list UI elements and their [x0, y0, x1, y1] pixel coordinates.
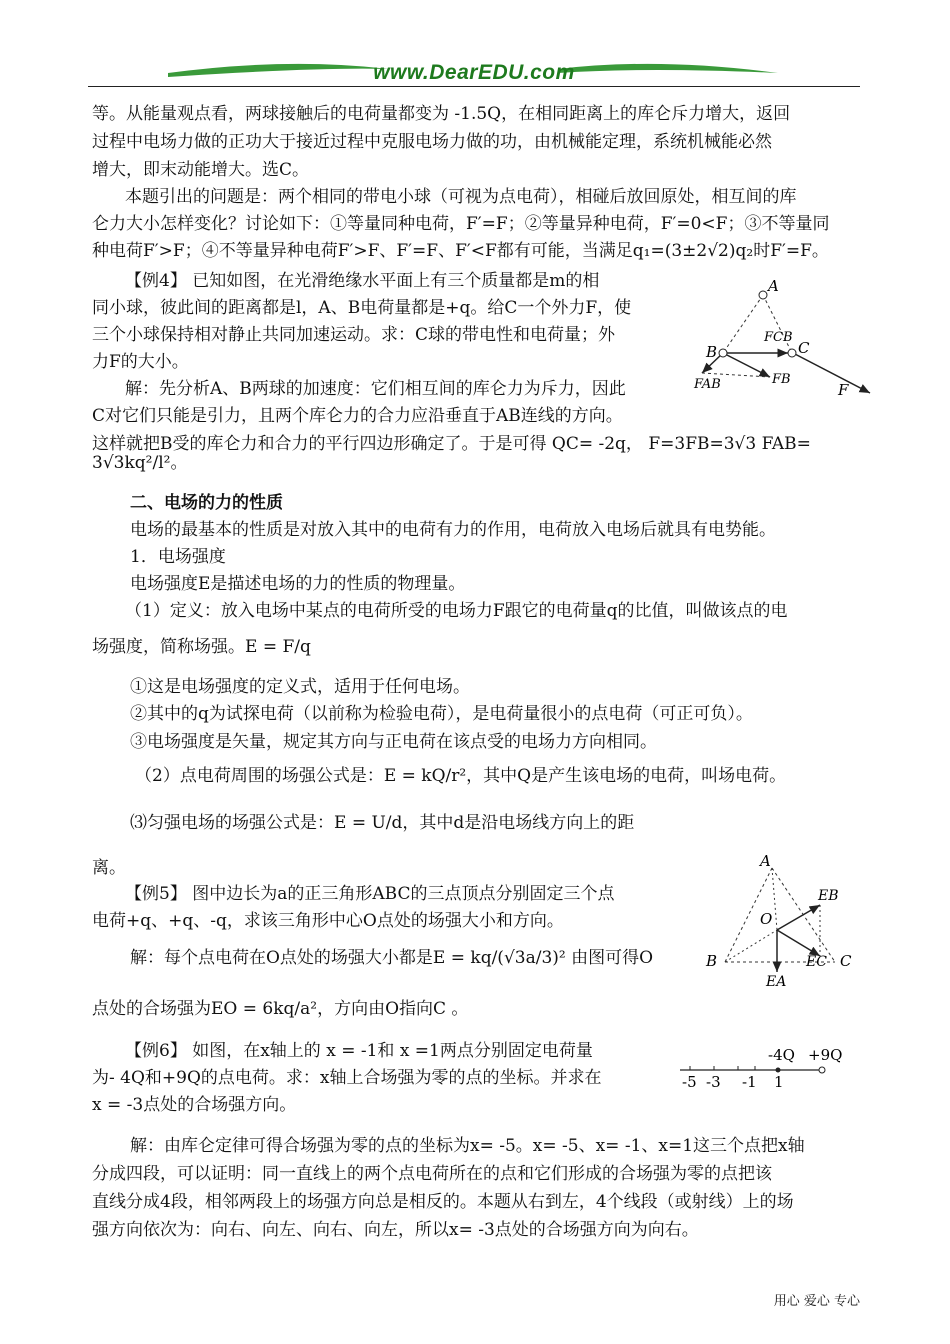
text-line: 为- 4Q和+9Q的点电荷。求：x轴上合场强为零的点的坐标。并求在: [92, 1068, 602, 1088]
label-eb: EB: [818, 888, 839, 904]
label-c: C: [798, 339, 810, 357]
text-line: 电场强度E是描述电场的力的性质的物理量。: [130, 574, 466, 594]
label-fcb: FCB: [764, 330, 793, 345]
charge-pos: [819, 1067, 825, 1073]
text-line: 离。: [92, 858, 126, 878]
tick-label: -1: [742, 1073, 757, 1091]
text-line: 三个小球保持相对静止共同加速运动。求：C球的带电性和电荷量；外: [92, 325, 616, 345]
ball-a: [759, 291, 767, 299]
text-line: 分成四段，可以证明：同一直线上的两个点电荷所在的点和它们形成的合场强为零的点把该: [92, 1164, 772, 1184]
vector-f: [793, 353, 870, 393]
label-c: C: [840, 952, 852, 970]
text-line: 等。从能量观点看，两球接触后的电荷量都变为 -1.5Q，在相同距离上的库仑斥力增大，返回: [92, 104, 791, 124]
text-line: （1）定义：放入电场中某点的电荷所受的电场力F跟它的电荷量q的比值，叫做该点的电: [125, 601, 788, 621]
label-fab: FAB: [694, 377, 721, 392]
vector-fb: [723, 353, 770, 377]
label-ec: EC: [806, 954, 827, 970]
text-line: 【例5】 图中边长为a的正三角形ABC的三点顶点分别固定三个点: [125, 884, 615, 904]
text-line: 【例4】 已知如图，在光滑绝缘水平面上有三个质量都是m的相: [125, 271, 600, 291]
text-line: 电场的最基本的性质是对放入其中的电荷有力的作用，电荷放入电场后就具有电势能。: [130, 520, 776, 540]
text-line: 解：由库仑定律可得合场强为零的点的坐标为x= -5。x= -5、x= -1、x=1这三个点把x轴: [130, 1136, 805, 1156]
label-o: O: [760, 910, 773, 928]
text-line: 1．电场强度: [130, 547, 226, 567]
text-line: 增大，即末动能增大。选C。: [92, 160, 310, 180]
text-line: 力F的大小。: [92, 352, 189, 372]
text-line: 过程中电场力做的正功大于接近过程中克服电场力做的功，由机械能定理，系统机械能必然: [92, 132, 772, 152]
median-b: [725, 930, 777, 962]
figure-example4: [688, 275, 878, 405]
text-line: 【例6】 如图，在x轴上的 x = -1和 x =1两点分别固定电荷量: [125, 1041, 593, 1061]
footer-slogan: 用心 爱心 专心: [773, 1294, 860, 1309]
text-line: （2）点电荷周围的场强公式是：E = kQ/r²，其中Q是产生该电场的电荷，叫场电荷。: [135, 766, 787, 786]
text-line: ⑶匀强电场的场强公式是：E = U/d，其中d是沿电场线方向上的距: [130, 813, 635, 833]
text-line: 场强度，简称场强。E = F/q: [92, 637, 311, 657]
header-rule: [88, 86, 860, 87]
label-f: F: [838, 381, 849, 399]
text-line: x = -3点处的合场强方向。: [92, 1095, 297, 1115]
label-ea: EA: [766, 974, 787, 990]
label-b: B: [706, 343, 718, 361]
text-line: ②其中的q为试探电荷（以前称为检验电荷），是电荷量很小的点电荷（可正可负）。: [130, 704, 753, 724]
tick-label: 1: [774, 1073, 784, 1091]
label-q2: +9Q: [808, 1046, 843, 1064]
text-line: 仑力大小怎样变化？讨论如下：①等量同种电荷，F′=F；②等量异种电荷，F′=0<F；③不等量同: [92, 214, 830, 234]
text-line: 点处的合场强为EO = 6kq/a²，方向由O指向C 。: [92, 999, 469, 1019]
label-fb: FB: [772, 372, 791, 387]
text-line: 这样就把B受的库仑力和合力的平行四边形确定了。于是可得 QC= -2q， F=3FB=3√3 FAB=: [92, 434, 811, 454]
text-line: 解：先分析A、B两球的加速度：它们相互间的库仑力为斥力，因此: [125, 379, 626, 399]
text-line: 电荷+q、+q、-q，求该三角形中心O点处的场强大小和方向。: [92, 911, 564, 931]
label-q1: -4Q: [768, 1046, 795, 1064]
text-line: C对它们只能是引力，且两个库仑力的合力应沿垂直于AB连线的方向。: [92, 406, 623, 426]
label-a: A: [760, 852, 771, 870]
text-line: ③电场强度是矢量，规定其方向与正电荷在该点受的电场力方向相同。: [130, 732, 657, 752]
section-heading: 二、电场的力的性质: [130, 493, 283, 513]
edge-ab: [723, 295, 763, 353]
text-line: 解：每个点电荷在O点处的场强大小都是E = kq/(√3a/3)² 由图可得O: [130, 948, 654, 968]
text-line: 强方向依次为：向右、向左、向右、向左，所以x= -3点处的合场强方向为向右。: [92, 1220, 699, 1240]
site-name: www.DearEDU.com: [373, 61, 575, 84]
vector-eb: [777, 905, 820, 930]
figure-example5: [700, 850, 865, 990]
text-line: 直线分成4段，相邻两段上的场强方向总是相反的。本题从右到左，4个线段（或射线）上的场: [92, 1192, 794, 1212]
median-a: [772, 868, 777, 930]
ball-c: [788, 349, 796, 357]
text-line: ①这是电场强度的定义式，适用于任何电场。: [130, 677, 470, 697]
text-line: 种电荷F′>F；④不等量异种电荷F′>F、F′=F、F′<F都有可能，当满足q₁=(3±2√2)q₂时F′=F。: [92, 241, 829, 261]
header-banner: [88, 55, 860, 89]
charge-neg: [776, 1068, 781, 1073]
text-line: 同小球，彼此间的距离都是l，A、B电荷量都是+q。给C一个外力F，使: [92, 298, 632, 318]
tick-label: -5: [682, 1073, 697, 1091]
formula-line: 3√3kq²/l²。: [92, 453, 188, 473]
label-b: B: [706, 952, 718, 970]
ball-b: [719, 349, 727, 357]
tick-label: -3: [706, 1073, 721, 1091]
vector-ec: [777, 930, 820, 956]
figure-example6: [672, 1042, 852, 1092]
text-line: 本题引出的问题是：两个相同的带电小球（可视为点电荷），相碰后放回原处，相互间的库: [125, 187, 797, 207]
label-a: A: [768, 277, 779, 295]
